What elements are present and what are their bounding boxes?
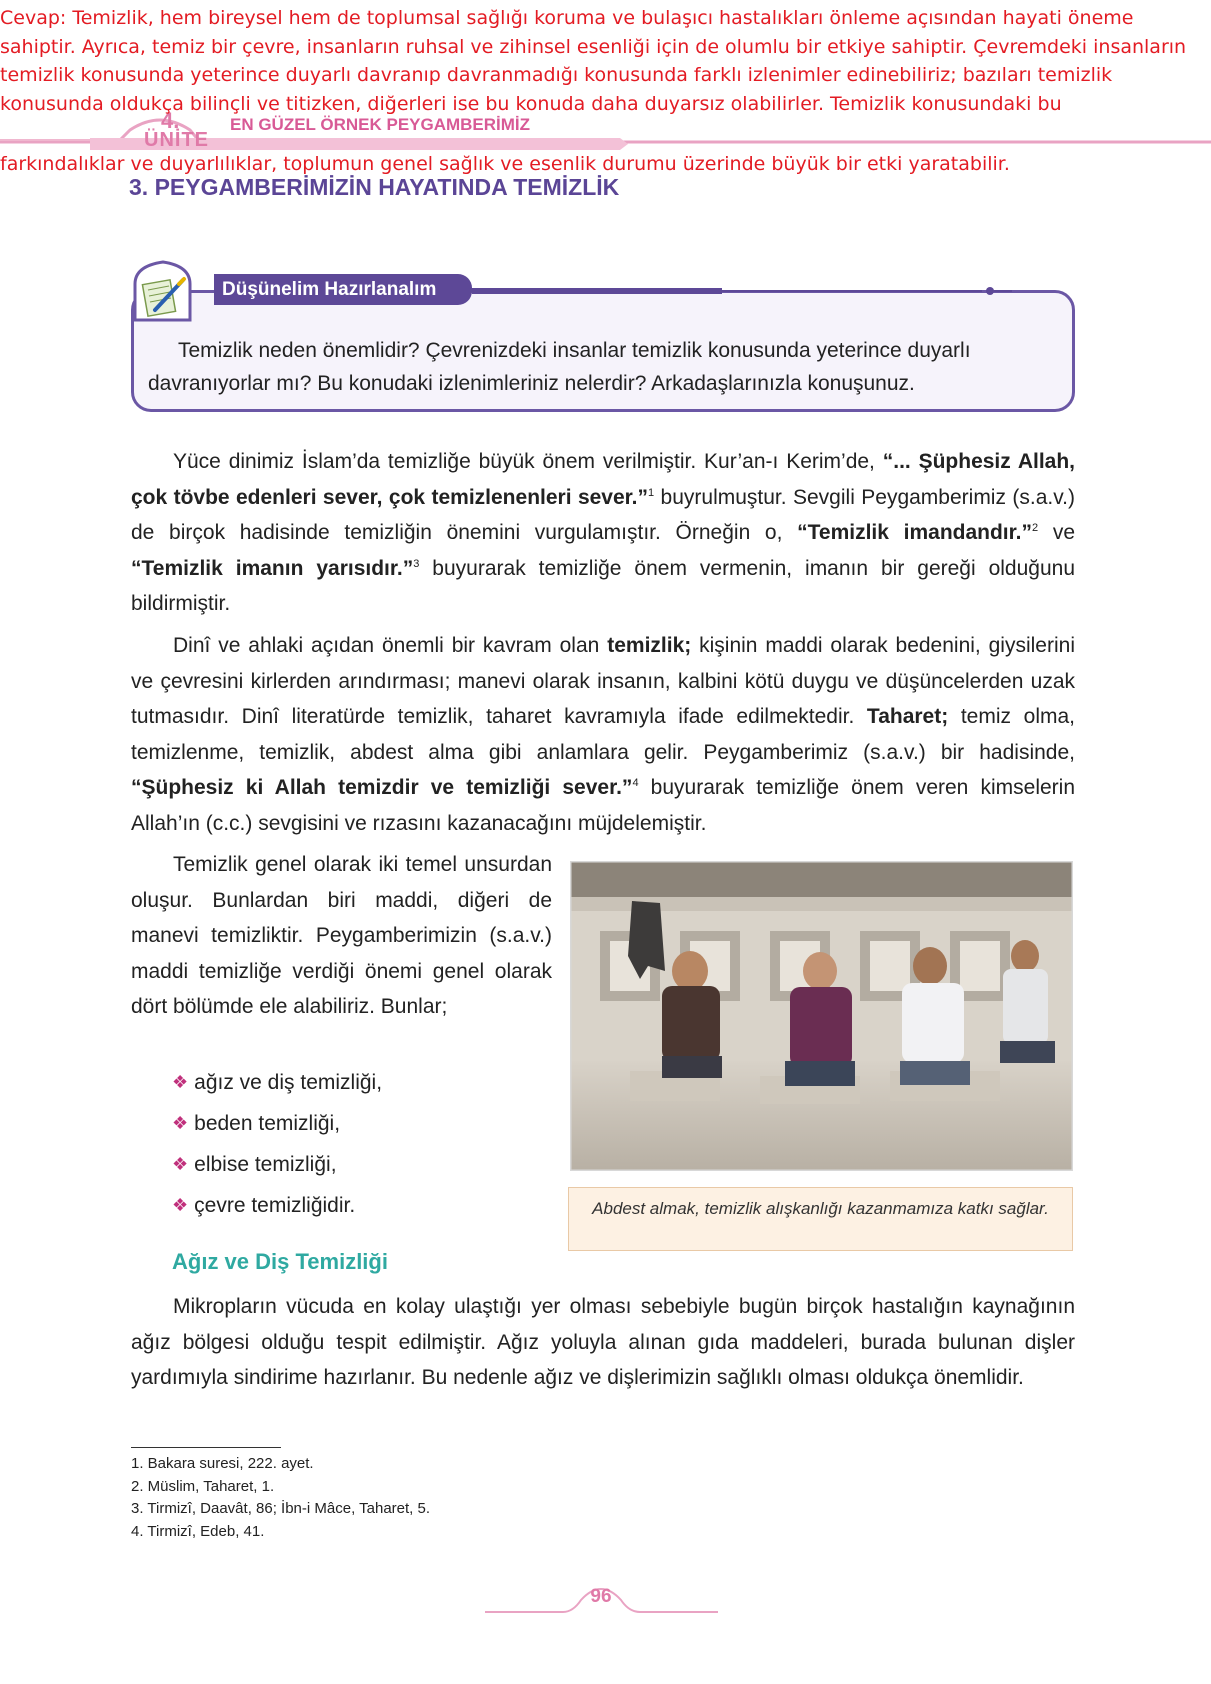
notepad-pen-icon [131,260,194,322]
list-item: ❖ çevre temizliğidir. [172,1185,382,1226]
footnote: 4. Tirmizî, Edeb, 41. [131,1522,265,1540]
footnotes [131,1453,430,1543]
paragraph-2: Dinî ve ahlaki açıdan önemli bir kavram olan temizlik; kişinin maddi olarak bedenini, giysilerini ve çevresini kirlerden arındırması; manevi olarak insanın, kalbini kötü duygu ve düşüncelerden uzak tutmasıdır. Dinî literatürde temizlik, taharet kavramıyla ifade edilmektedir. Taharet; temiz olma, temizlenme, temizlik, abdest alma gibi anlamlara gelir. Peygamberimiz (s.a.v.) bir hadisinde, “Şüphesiz ki Allah temizdir ve temizliği sever.”$^4$ buyurarak temizliğe önem veren kimselerin Allah’ın (c.c.) sevgisini ve rızasını kazanacağını müjdelemiştir. [131,634,1075,835]
paragraph-4: Mikropların vücuda en kolay ulaştığı yer olması sebebiyle bugün birçok hastalığın kaynağının ağız bölgesi olduğu tespit edilmiştir. Ağız yoluyla alınan gıda maddeleri, burada bulunan dişler yardımıyla sindirime hazırlanır. Bu nedenle ağız ve dişlerimizin sağlıklı olması oldukça önemlidir. [131,1295,1075,1389]
unit-title: EN GÜZEL ÖRNEK PEYGAMBERİMİZ [230,115,531,134]
diamond-bullet-icon: ❖ [172,1154,189,1174]
think-box-text: Temizlik neden önemlidir? Çevrenizdeki insanlar temizlik konusunda yeterince duyarlı davranıyorlar mı? Bu konudaki izlenimleriniz nelerdir? Arkadaşlarınızla konuşunuz. [148,339,971,395]
unit-label: ÜNİTE [144,129,209,151]
answer-text-tail: farkındalıklar ve duyarlılıklar, toplumun genel sağlık ve esenlik durumu üzerinde büyük bir etki yaratabilir. [0,153,1010,175]
footnote-divider [131,1447,281,1448]
unit-number: 4. [161,108,180,133]
paragraph-1: Yüce dinimiz İslam’da temizliğe büyük önem verilmiştir. Kur’an-ı Kerim’de, “... Şüphesiz Allah, çok tövbe edenleri sever, çok temizlenenleri sever.”$^1$ buyrulmuştur. Sevgili Peygamberimiz (s.a.v.) de birçok hadisinde temizliğin önemini vurgulamıştır. Örneğin o, “Temizlik imandandır.”$^2$ ve “Temizlik imanın yarısıdır.”$^3$ buyurarak temizliğe önem vermenin, imanın bir gereği olduğunu bildirmiştir. [131,450,1075,615]
subheading-oral-hygiene: Ağız ve Diş Temizliği [172,1249,388,1274]
footnote: 1. Bakara suresi, 222. ayet. [131,1455,314,1472]
footnote: 3. Tirmizî, Daavât, 86; İbn-i Mâce, Taharet, 5. [131,1500,431,1517]
diamond-bullet-icon: ❖ [172,1072,189,1092]
list-item: ❖ beden temizliği, [172,1103,382,1144]
footnote: 2. Müslim, Taharet, 1. [131,1477,275,1495]
photo-caption: Abdest almak, temizlik alışkanlığı kazanmamıza katkı sağlar. [568,1187,1073,1251]
think-box-label: Düşünelim Hazırlanalım [214,274,472,305]
cleanliness-list [172,1062,382,1226]
paragraph-3: Temizlik genel olarak iki temel unsurdan oluşur. Bunlardan biri maddi, diğeri de manevi temizliktir. Peygamberimizin (s.a.v.) maddi temizliğe verdiği önemi genel olarak dört bölümde ele alabiliriz. Bunlar; [131,853,552,1018]
diamond-bullet-icon: ❖ [172,1195,189,1215]
list-item: ❖ ağız ve diş temizliği, [172,1062,382,1103]
list-item: ❖ elbise temizliği, [172,1144,382,1185]
diamond-bullet-icon: ❖ [172,1113,189,1133]
section-title: 3. PEYGAMBERİMİZİN HAYATINDA TEMİZLİK [129,174,620,200]
ablution-photo [570,861,1073,1171]
answer-text: Cevap: Temizlik, hem bireysel hem de toplumsal sağlığı koruma ve bulaşıcı hastalıkları önleme açısından hayati öneme sahiptir. Ayrıca, temiz bir çevre, insanların ruhsal ve zihinsel esenliği için de olumlu bir etkiye sahiptir. Çevremdeki insanların temizlik konusunda yeterince duyarlı davranıp davranmadığı konusunda farklı izlenimler edinebiliriz; bazıları temizlik konusunda oldukça bilinçli ve titizken, diğerleri ise bu konuda daha duyarsız olabilirler. Temizlik konusundaki bu [0,7,1187,115]
think-box-divider [472,286,1012,296]
page-number: 96 [590,1586,612,1607]
